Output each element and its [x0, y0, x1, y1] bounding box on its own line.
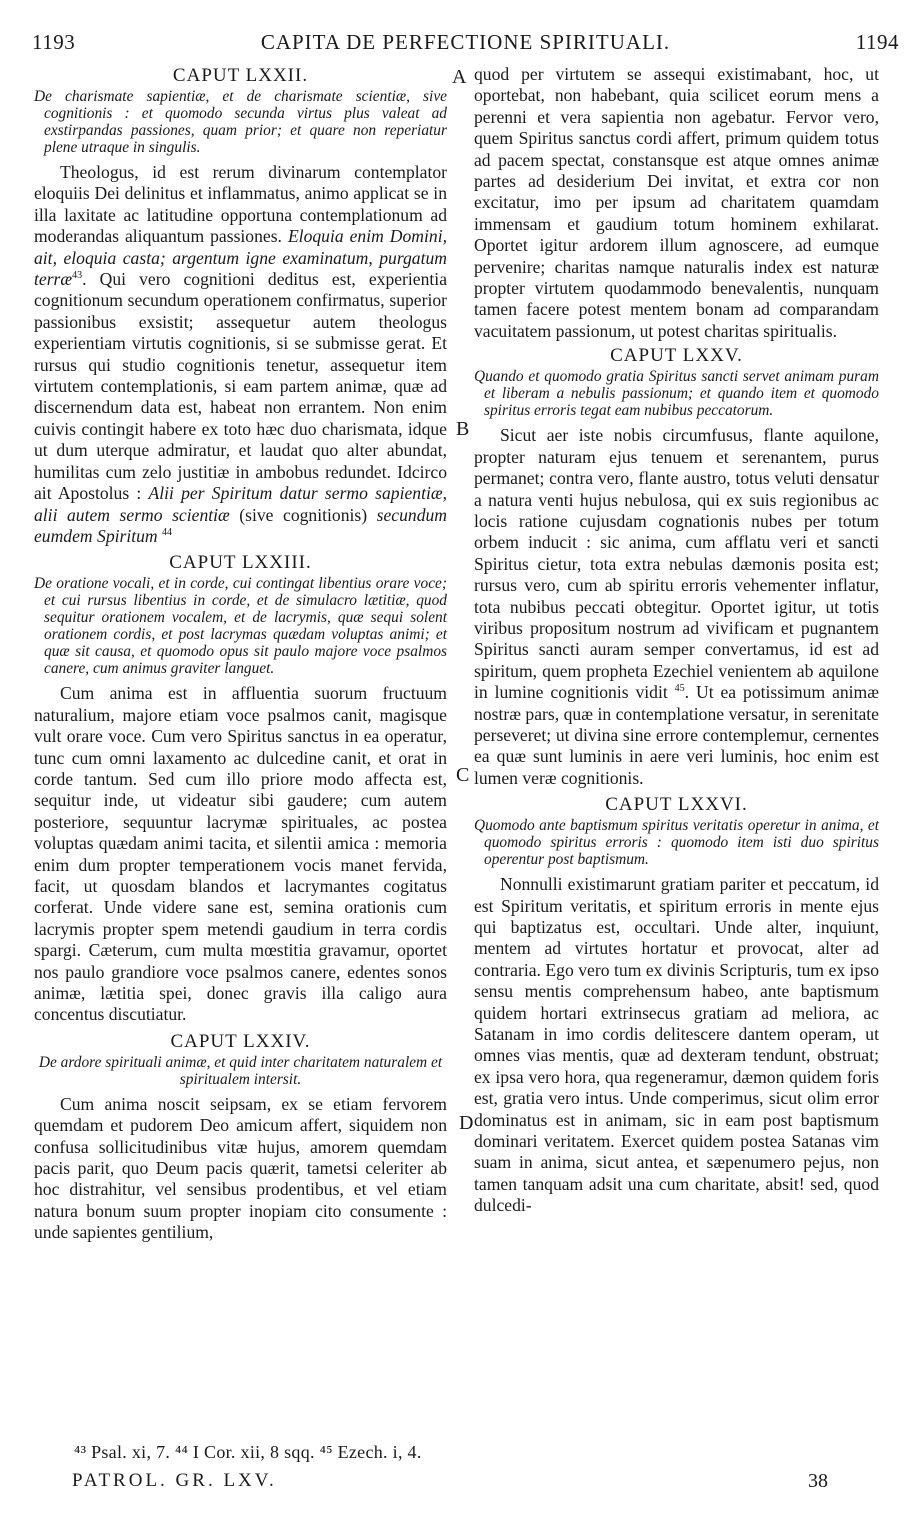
chapter-heading: CAPUT LXXV.	[610, 345, 743, 367]
footnote-ref: 45	[674, 683, 685, 695]
section-marker-d: D	[459, 1112, 474, 1134]
body-paragraph: Cum anima est in affluentia suorum fructuum naturalium, majore etiam voce psalmos canit, magisque vult orare voce. Cum vero Spiritus sanctus in ea operatur, tunc cum omni laxamento ac dulcedine canit, et orat in corde tantum. Sed cum illo priore modo affecta est, sequitur inde, ut videatur sibi gaudere; cum autem posteriore, sequuntur lacrymæ spirituales, ac postea voluptas quædam animi tacita, et silentii amica : memoria enim dum propter temperationem vocis manet fervida, facit, ut quosdam blandos et lacrymantes cogitatus corferat. Unde videre sane est, semina orationis cum lacrymis propter spem metendi gaudium in terra cordis spargi. Cæterum, cum multa mœstitia gravamur, oportet nos paulo grandiore voce psalmos canere, edentes sonos animæ, lætitia spei, donec gravis illa caligo aura concentus discutiatur.	[34, 683, 447, 1025]
page-number: 38	[808, 1470, 828, 1492]
chapter-heading: CAPUT LXXIII.	[169, 552, 312, 574]
chapter-heading: CAPUT LXXII.	[172, 65, 309, 86]
right-column	[474, 64, 879, 1217]
section-marker-a: A	[452, 66, 467, 88]
body-paragraph: quod per virtutem se assequi existimabant, hoc, ut oportebat, non habebant, quia scilicet eorum mens a perenni et vera sapientia non agebatur. Fervor vero, quem Spiritus sanctus cordi affert, primum quidem totus ad pacem spectat, constansque est atque omnes animæ partes ad desiderium Dei invitat, et extra cor non excitatur, imo per ipsum ad charitatem quamdam immensam et gaudium totum hominem exhilarat. Oportet igitur ardorem illum agnoscere, ad eumque pervenire; charitas namque naturalis index est naturæ propter virtutem quodammodo benevalentis, nunquam tamen facere potest mentem bonam ad comparandam vacuitatem passionum, ut potest charitas spiritualis.	[474, 64, 879, 341]
signature-line: PATROL. GR. LXV.	[72, 1470, 277, 1491]
footnote-ref: 43	[72, 270, 83, 282]
chapter-summary: Quomodo ante baptismum spiritus veritatis operetur in anima, et quomodo spiritus erroris : quomodo item isti duo spiritus operentur post baptismum.	[474, 817, 879, 869]
chapter-summary: De ardore spirituali animæ, et quid inter charitatem naturalem et spiritualem intersit.	[38, 1053, 443, 1088]
section-marker-b: B	[456, 418, 470, 440]
running-title: CAPITA DE PERFECTIONE SPIRITUALI.	[260, 30, 671, 54]
quotation: Alii per Spiritum datur sermo sapientiæ, alii autem sermo scientiæ	[34, 483, 447, 525]
chapter-summary: Quando et quomodo gratia Spiritus sancti servet animam puram et liberam a nebulis passionum; et quando item et quomodo spiritus erroris tegat eam nubibus peccatorum.	[474, 368, 879, 420]
right-page-number: 1194	[855, 30, 899, 54]
body-paragraph: Cum anima noscit seipsam, ex se etiam fervorem quemdam et pudorem Deo amicum affert, siquidem non confusa sollicitudinibus vitæ hujus, amorem quemdam pacis parit, quo Deum pacis quærit, tametsi celeriter ab hoc distrahitur, vel sensibus prodentibus, et vel etiam natura bonum suum propter inopiam cito consumente : unde sapientes gentilium,	[34, 1093, 447, 1243]
left-column	[34, 64, 447, 1244]
chapter-heading: CAPUT LXXIV.	[170, 1030, 311, 1052]
left-page-number: 1193	[32, 30, 76, 54]
chapter-summary: De charismate sapientiæ, et de charismate scientiæ, sive cognitionis : et quomodo secunda virtus plus valeat ad exstirpandas passiones, quam prior; et quare non reperiatur plene utraque in singulis.	[34, 88, 447, 156]
section-marker-c: C	[456, 764, 470, 786]
chapter-summary: De oratione vocali, et in corde, cui contingat libentius orare voce; et cui rursus libentius in corde, et de simulacro lætitiæ, quod sequitur orationem vocalem, et de lacrymis, quæ sequi solent orationem cordis, et post lacrymas quædam voluptas animi; et quæ sit causa, et quomodo opus sit paulo majore voce psalmos canere, cum animus graviter languet.	[34, 575, 447, 678]
quotation: secundum eumdem Spiritum	[34, 504, 447, 546]
running-header	[32, 30, 899, 58]
footnotes: ⁴³ Psal. xi, 7. ⁴⁴ I Cor. xii, 8 sqq. ⁴⁵ Ezech. i, 4.	[74, 1442, 422, 1462]
body-paragraph: Theologus, id est rerum divinarum contemplator eloquiis Dei delinitus et inflammatus, animo applicat se in illa laxitate ac latitudine opportuna contemplationum ad moderandas aliquantum passiones. Eloquia enim Domini, ait, eloquia casta; argentum igne examinatum, purgatum terræ$^{43}$. Qui vero cognitioni deditus est, experientia cognitionum secundum operationem confirmatus, superior passionibus exsistit; assequetur autem theologus experientiam virtutis cognitionis, si se submisse gerat. Et rursus qui studio cognitionis tenetur, assequetur item virtutem contemplationis, si eam partem animæ, quæ ad discernendum data est, habeat non errantem. Non enim cuivis contingit habere ex toto hæc duo charismata, idque ut dum uterque admiratur, et laudat quo alter abundat, humilitas cum zelo justitiæ in ambobus redundet. Idcirco ait Apostolus : Alii per Spiritum datur sermo sapientiæ, alii autem sermo scientiæ (sive cognitionis) secundum eumdem Spiritum $^{44}$	[34, 162, 447, 546]
chapter-heading: CAPUT LXXVI.	[605, 794, 748, 816]
footnote-ref: 44	[162, 527, 173, 539]
body-paragraph: Sicut aer iste nobis circumfusus, flante aquilone, propter naturam ejus tenuem et serenantem, purus permanet; contra vero, flante austro, totus veluti densatur a natura venti hujus nebulosa, qui ex suis regionibus ac locis ratione cujusdam cognationis nubes per totum orbem inducit : sic anima, cum afflatu veri et sancti Spiritus cietur, tota extra nebulas dæmonis posita est; rursus vero, cum ab spiritu erroris vehementer inflatur, tota nubibus peccati obtegitur. Oportet igitur, ut totis viribus propositum nostrum ad vivificam et pugnantem Spiritus sancti auram semper convertamus, id est ad spiritum, quem propheta Ezechiel venientem ab aquilone in lumine cognitionis vidit $^{45}$. Ut ea potissimum animæ nostræ pars, quæ in contemplatione versatur, in serenitate perseveret; ut divina sine errore contemplemur, cernentes ea quæ sunt luminis in aere veri luminis, hoc enim est lumen veræ cognitionis.	[474, 425, 879, 788]
body-paragraph: Nonnulli existimarunt gratiam pariter et peccatum, id est Spiritum veritatis, et spiritum erroris in mente ejus qui baptizatus est, occultari. Unde alter, inquiunt, mentem ad virtutes hortatur et provocat, alter ad contraria. Ego vero tum ex divinis Scripturis, tum ex ipso sensu mentis comprehensum habeo, ante baptismum quidem hortari extrinsecus gratiam ad meliora, ac Satanam in imo cordis delitescere dantem operam, ut omnes vias mentis, quæ ad dexteram tendunt, obstruat; ex ipsa vero hora, qua regeneramur, dæmon quidem foris est, gratia vero intus. Unde comperimus, sicut olim error dominatus est in animam, sic in eam post baptismum dominari veritatem. Exercet quidem postea Satanas vim suam in anima, sicut antea, et sæpenumero pejus, non tamen tanquam adsit una cum charitate, absit! sed, quod dulcedi-	[474, 874, 879, 1216]
quotation: Eloquia enim Domini, ait, eloquia casta; argentum igne examinatum, purgatum terræ	[34, 226, 447, 290]
